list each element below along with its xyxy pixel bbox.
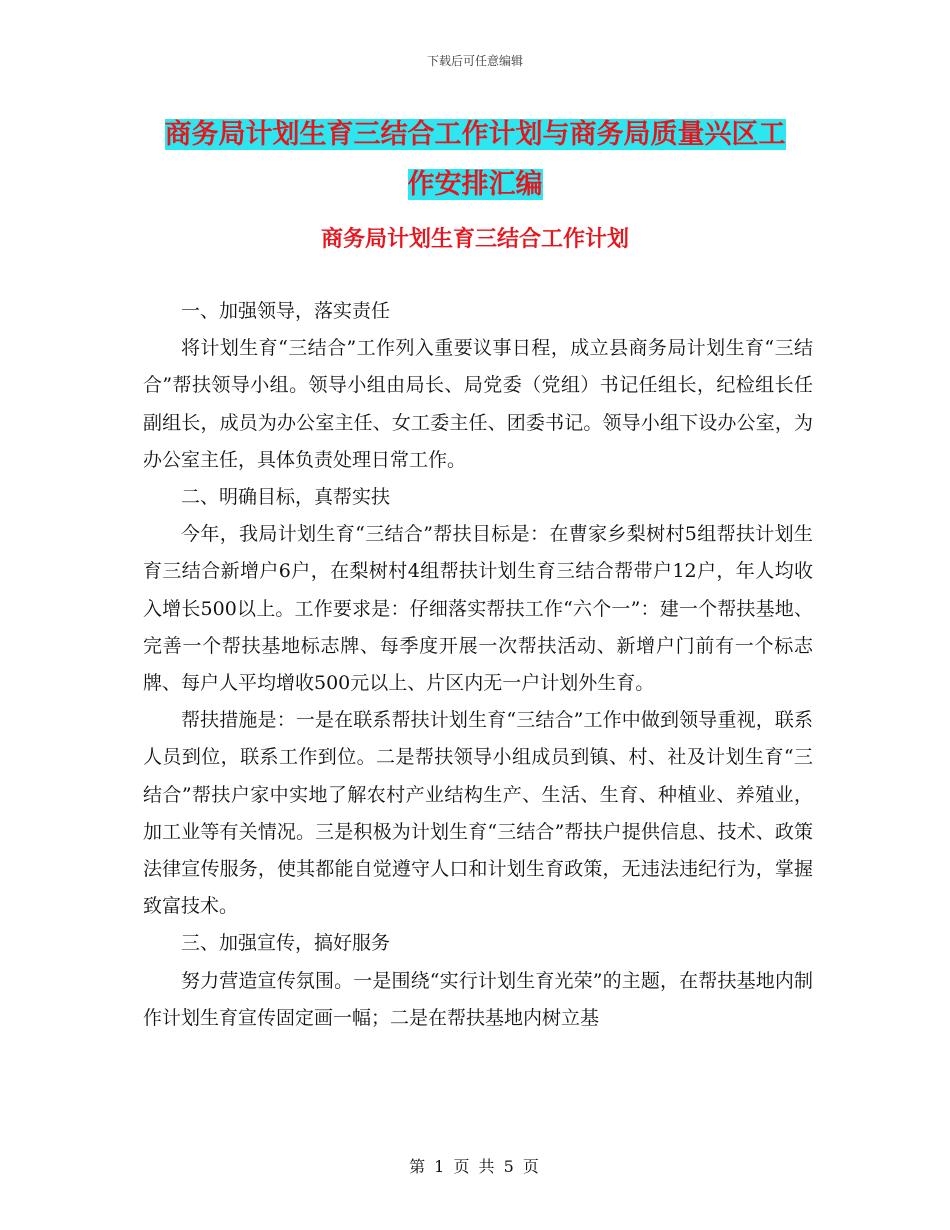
heading-1: 一、加强领导，落实责任 (181, 300, 391, 322)
paragraph-3: 帮扶措施是：一是在联系帮扶计划生育“三结合”工作中做到领导重视，联系人员到位，联系工作到位。二是帮扶领导小组成员到镇、村、社及计划生育“三结合”帮扶户家中实地了解农村产业结构生产、生活、生育、种植业、养殖业，加工业等有关情况。三是积极为计划生育“三结合”帮扶户提供信息、技术、政策法律宣传服务，使其都能自觉遵守人口和计划生育政策，无违法违纪行为，掌握致富技术。 (143, 709, 813, 918)
paragraph-1: 将计划生育“三结合”工作列入重要议事日程，成立县商务局计划生育“三结合”帮扶领导小组。领导小组由局长、局党委（党组）书记任组长，纪检组长任副组长，成员为办公室主任、女工委主任、团委书记。领导小组下设办公室，为办公室主任，具体负责处理日常工作。 (143, 337, 813, 471)
paragraph-2: 今年，我局计划生育“三结合”帮扶目标是：在曹家乡梨树村5组帮扶计划生育三结合新增户6户，在梨树村4组帮扶计划生育三结合帮带户12户，年人均收入增长500以上。工作要求是：仔细落实帮扶工作“六个一”：建一个帮扶基地、完善一个帮扶基地标志牌、每季度开展一次帮扶活动、新增户门前有一个标志牌、每户人平均增收500元以上、片区内无一户计划外生育。 (143, 523, 813, 695)
title-line-1: 商务局计划生育三结合工作计划与商务局质量兴区工 (164, 119, 786, 150)
page-number: 第 1 页 共 5 页 (409, 1157, 541, 1176)
heading-2: 二、明确目标，真帮实扶 (181, 486, 391, 509)
paragraph-4: 努力营造宣传氛围。一是围绕“实行计划生育光荣”的主题，在帮扶基地内制作计划生育宣传固定画一幅；二是在帮扶基地内树立基 (143, 969, 813, 1029)
document-title (140, 110, 810, 210)
document-body (143, 293, 813, 1037)
section-title: 商务局计划生育三结合工作计划 (320, 227, 629, 252)
title-line-2: 作安排汇编 (407, 169, 543, 200)
heading-3: 三、加强宣传，搞好服务 (181, 932, 391, 955)
header-note: 下载后可任意编辑 (426, 54, 523, 68)
